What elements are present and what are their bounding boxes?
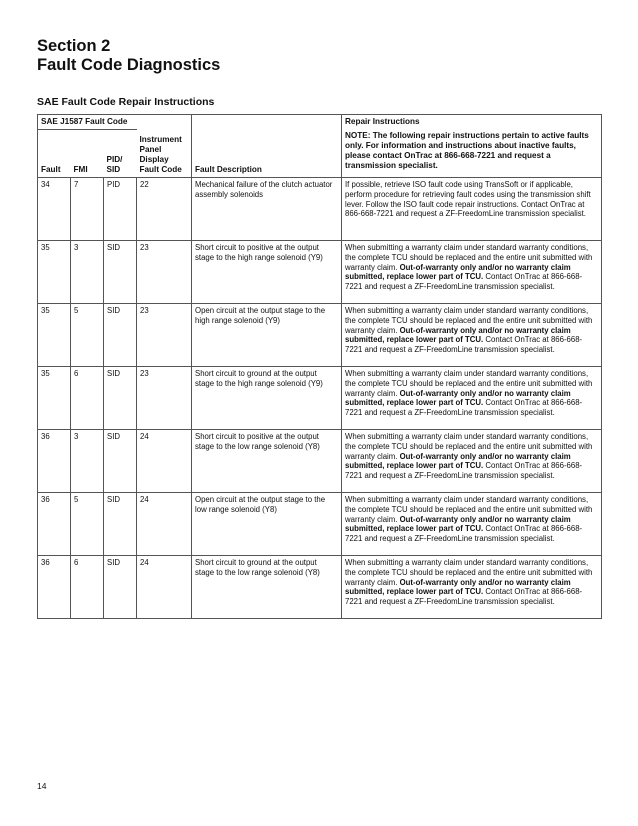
table-row [38,304,602,367]
repair-text: When submitting a warranty claim under standard warranty conditions, the complete TCU should be replaced and the entire unit submitted with warranty claim. [345,432,593,461]
cell-display-code: 23 [137,304,192,367]
repair-text: If possible, retrieve ISO fault code using TransSoft or if applicable, perform procedure for retrieving fault codes using the transmission shift lever. Follow the ISO fault code repair instructions. Contact OnTrac at 866-668-7221 and request a ZF-FreedomLine transmission specialist. [345,180,591,219]
header-fault-description: Fault Description [192,115,342,178]
repair-title: Repair Instructions [345,117,420,126]
cell-description: Mechanical failure of the clutch actuator assembly solenoids [192,178,342,241]
repair-bold-text: Out-of-warranty only and/or no warranty claim submitted, replace lower part of TCU. [345,451,571,471]
cell-description: Short circuit to positive at the output stage to the high range solenoid (Y9) [192,241,342,304]
header-repair-instructions [342,115,602,178]
repair-text: When submitting a warranty claim under standard warranty conditions, the complete TCU should be replaced and the entire unit submitted with warranty claim. [345,243,593,272]
header-fault: Fault [38,130,71,178]
cell-description: Short circuit to positive at the output stage to the low range solenoid (Y8) [192,430,342,493]
cell-repair [342,304,602,367]
table-row [38,556,602,619]
repair-bold-text: Out-of-warranty only and/or no warranty claim submitted, replace lower part of TCU. [345,262,571,282]
repair-contact-text: Contact OnTrac at 866-668-7221 and request a ZF-FreedomLine transmission specialist. [345,398,583,418]
repair-bold-text: Out-of-warranty only and/or no warranty claim submitted, replace lower part of TCU. [345,325,571,345]
repair-contact-text: Contact OnTrac at 866-668-7221 and request a ZF-FreedomLine transmission specialist. [345,461,583,481]
cell-description: Short circuit to ground at the output stage to the high range solenoid (Y9) [192,367,342,430]
cell-fault: 36 [38,493,71,556]
cell-display-code: 24 [137,493,192,556]
cell-fmi: 7 [71,178,104,241]
cell-repair [342,493,602,556]
cell-fmi: 6 [71,556,104,619]
section-heading [37,37,220,75]
repair-bold-text: Out-of-warranty only and/or no warranty claim submitted, replace lower part of TCU. [345,514,571,534]
header-instrument-code: Instrument Panel Display Fault Code [137,115,192,178]
cell-repair [342,430,602,493]
header-row-top [38,115,602,130]
cell-repair [342,367,602,430]
repair-contact-text: Contact OnTrac at 866-668-7221 and request a ZF-FreedomLine transmission specialist. [345,524,583,544]
table-row [38,367,602,430]
cell-pid-sid: SID [104,241,137,304]
section-title: Fault Code Diagnostics [37,56,221,74]
header-fmi: FMI [71,130,104,178]
table-row [38,493,602,556]
cell-display-code: 23 [137,241,192,304]
cell-fault: 36 [38,430,71,493]
fault-code-table [37,114,602,619]
repair-text: When submitting a warranty claim under standard warranty conditions, the complete TCU should be replaced and the entire unit submitted with warranty claim. [345,369,593,398]
section-label: Section 2 [37,37,111,55]
header-sae-j1587 [38,115,137,130]
header-pid-sid: PID/ SID [104,130,137,178]
cell-pid-sid: SID [104,493,137,556]
cell-pid-sid: SID [104,304,137,367]
cell-fault: 36 [38,556,71,619]
cell-fmi: 5 [71,304,104,367]
repair-contact-text: Contact OnTrac at 866-668-7221 and request a ZF-FreedomLine transmission specialist. [345,335,583,355]
cell-display-code: 23 [137,367,192,430]
table-row [38,178,602,241]
cell-pid-sid: SID [104,430,137,493]
page-number: 14 [37,781,47,791]
cell-fault: 34 [38,178,71,241]
repair-bold-text: Out-of-warranty only and/or no warranty claim submitted, replace lower part of TCU. [345,388,571,408]
cell-display-code: 22 [137,178,192,241]
repair-bold-text: Out-of-warranty only and/or no warranty claim submitted, replace lower part of TCU. [345,577,571,597]
cell-fmi: 6 [71,367,104,430]
cell-fault: 35 [38,304,71,367]
cell-description: Open circuit at the output stage to the low range solenoid (Y8) [192,493,342,556]
repair-text: When submitting a warranty claim under standard warranty conditions, the complete TCU should be replaced and the entire unit submitted with warranty claim. [345,558,593,587]
cell-description: Short circuit to ground at the output stage to the low range solenoid (Y8) [192,556,342,619]
table-title: SAE Fault Code Repair Instructions [37,96,215,108]
cell-repair [342,241,602,304]
cell-display-code: 24 [137,430,192,493]
repair-contact-text: Contact OnTrac at 866-668-7221 and request a ZF-FreedomLine transmission specialist. [345,587,583,607]
cell-pid-sid: PID [104,178,137,241]
cell-description: Open circuit at the output stage to the high range solenoid (Y9) [192,304,342,367]
repair-note: NOTE: The following repair instructions pertain to active faults only. For information and instructions about inactive faults, please contact OnTrac at 866-668-7221 and request a transmission specialist. [345,131,589,170]
cell-repair [342,178,602,241]
table-row [38,430,602,493]
cell-pid-sid: SID [104,556,137,619]
cell-fmi: 3 [71,430,104,493]
cell-fmi: 3 [71,241,104,304]
table-row [38,241,602,304]
cell-fmi: 5 [71,493,104,556]
header-sae-label: SAE J1587 Fault Code [41,117,128,126]
repair-text: When submitting a warranty claim under standard warranty conditions, the complete TCU should be replaced and the entire unit submitted with warranty claim. [345,495,593,524]
cell-fault: 35 [38,241,71,304]
cell-fault: 35 [38,367,71,430]
cell-pid-sid: SID [104,367,137,430]
cell-display-code: 24 [137,556,192,619]
repair-text: When submitting a warranty claim under standard warranty conditions, the complete TCU should be replaced and the entire unit submitted with warranty claim. [345,306,593,335]
repair-contact-text: Contact OnTrac at 866-668-7221 and request a ZF-FreedomLine transmission specialist. [345,272,583,292]
cell-repair [342,556,602,619]
